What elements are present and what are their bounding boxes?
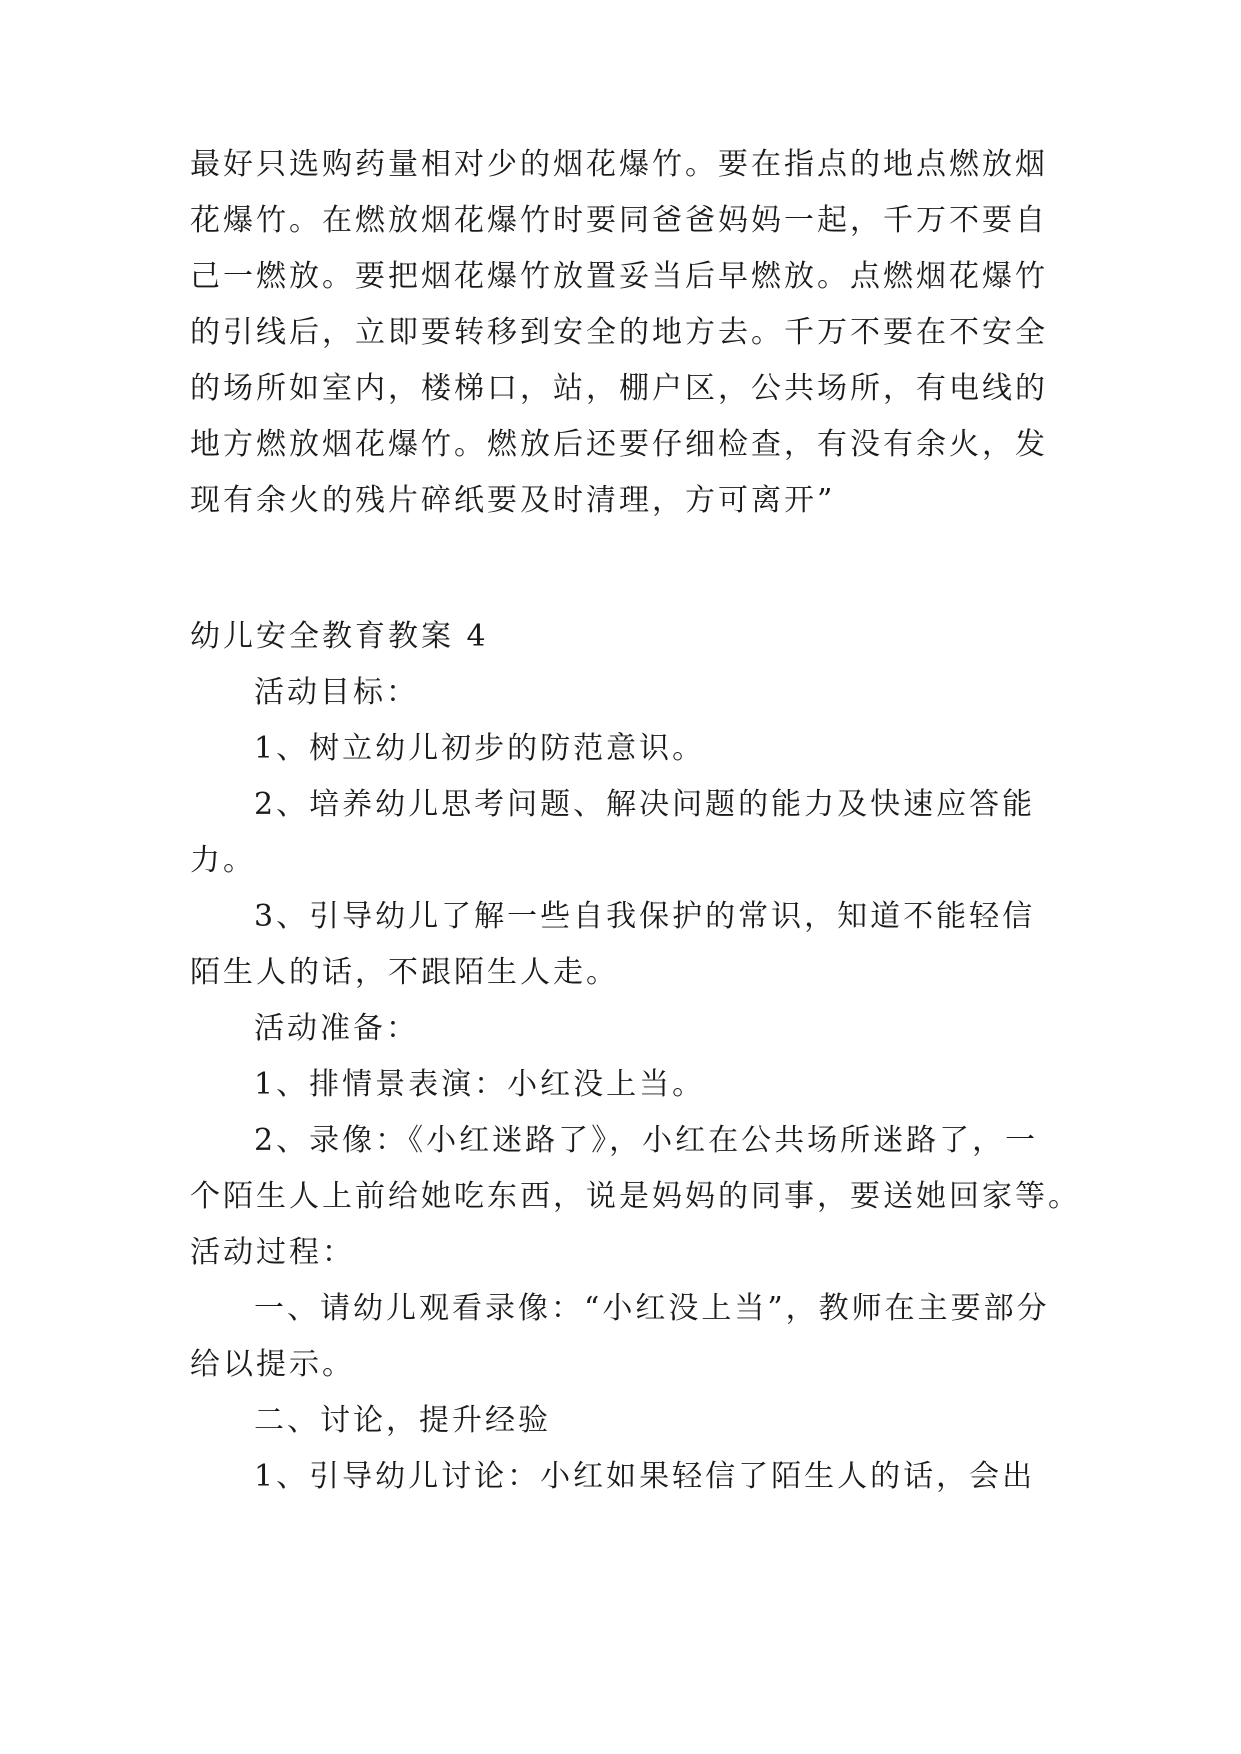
paragraph-line: 1、引导幼儿讨论：小红如果轻信了陌生人的话，会出 <box>254 1459 1036 1494</box>
paragraph-line: 现有余火的残片碎纸要及时清理，方可离开” <box>190 483 836 518</box>
heading-activity-goals: 活动目标： <box>254 675 419 710</box>
paragraph-line: 2、录像：《小红迷路了》，小红在公共场所迷路了，一 <box>254 1123 1039 1158</box>
paragraph-line: 力。 <box>190 843 256 878</box>
section-title: 幼儿安全教育教案 4 <box>190 619 489 654</box>
heading-activity-preparation: 活动准备： <box>254 1011 419 1046</box>
paragraph-line: 地方燃放烟花爆竹。燃放后还要仔细检查，有没有余火，发 <box>190 427 1048 462</box>
paragraph-line: 给以提示。 <box>190 1347 355 1382</box>
paragraph-line: 一、请幼儿观看录像：“小红没上当”，教师在主要部分 <box>254 1291 1050 1326</box>
paragraph-line: 二、讨论，提升经验 <box>254 1403 551 1438</box>
paragraph-line: 1、树立幼儿初步的防范意识。 <box>254 731 706 766</box>
paragraph-line: 的引线后，立即要转移到安全的地方去。千万不要在不安全 <box>190 315 1048 350</box>
paragraph-line: 2、培养幼儿思考问题、解决问题的能力及快速应答能 <box>254 787 1036 822</box>
paragraph-line: 3、引导幼儿了解一些自我保护的常识，知道不能轻信 <box>254 899 1036 934</box>
paragraph-line: 的场所如室内，楼梯口，站，棚户区，公共场所，有电线的 <box>190 371 1048 406</box>
paragraph-line: 花爆竹。在燃放烟花爆竹时要同爸爸妈妈一起，千万不要自 <box>190 203 1048 238</box>
paragraph-line: 己一燃放。要把烟花爆竹放置妥当后早燃放。点燃烟花爆竹 <box>190 259 1048 294</box>
paragraph-line: 个陌生人上前给她吃东西，说是妈妈的同事，要送她回家等。 <box>190 1179 1081 1214</box>
paragraph-line: 1、排情景表演：小红没上当。 <box>254 1067 706 1102</box>
paragraph-line: 陌生人的话，不跟陌生人走。 <box>190 955 619 990</box>
paragraph-line: 最好只选购药量相对少的烟花爆竹。要在指点的地点燃放烟 <box>190 147 1048 182</box>
heading-activity-process: 活动过程： <box>190 1235 355 1270</box>
